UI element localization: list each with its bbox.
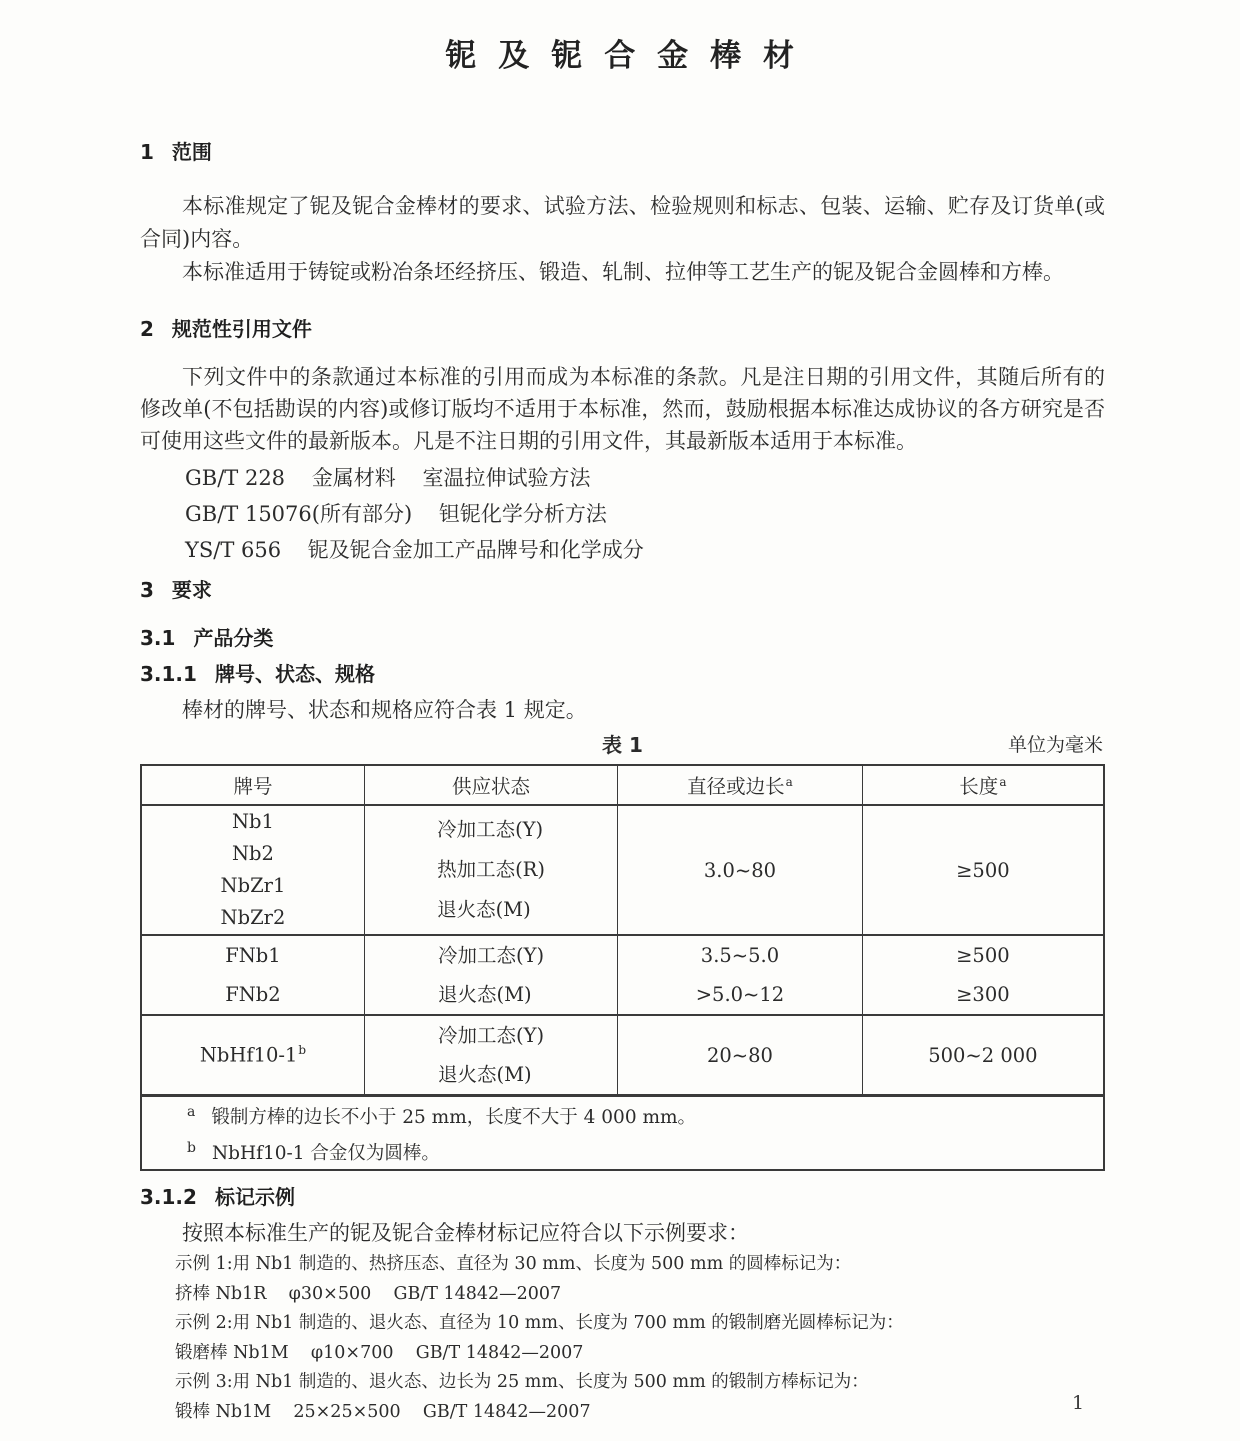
footnote-b-text: NbHf10-1 合金仅为圆棒。 (211, 1143, 440, 1165)
column-header-length (862, 765, 1104, 805)
example-3-description: 示例 3:用 Nb1 制造的、退火态、边长为 25 mm、长度为 500 mm 的锻制方棒标记为： (175, 1372, 869, 1393)
section-1-title: 范围 (171, 140, 212, 164)
section-3-title: 要求 (171, 578, 212, 602)
section-2-paragraph-1: 下列文件中的条款通过本标准的引用而成为本标准的条款。凡是注日期的引用文件，其随后所有的修改单(不包括勘误的内容)或修订版均不适用于本标准，然而，鼓励根据本标准达成协议的各方研究是否可使用这些文件的最新版本。凡是不注日期的引用文件，其最新版本适用于本标准。 (140, 365, 1105, 453)
document-title: 铌 及 铌 合 金 棒 材 (445, 38, 800, 74)
reference-gbt228: GB/T 228 金属材料 室温拉伸试验方法 (185, 466, 591, 490)
example-2-marking: 锻磨棒 Nb1M φ10×700 GB/T 14842—2007 (175, 1342, 584, 1363)
table-1 (140, 764, 1105, 1171)
section-1-paragraph-2: 本标准适用于铸锭或粉冶条坯经挤压、锻造、轧制、拉伸等工艺生产的铌及铌合金圆棒和方棒。 (182, 260, 1064, 284)
section-3-1-1-paragraph: 棒材的牌号、状态和规格应符合表 1 规定。 (182, 698, 587, 722)
table-footnotes-cell (141, 1096, 1104, 1171)
section-3-1-1-number: 3.1.1 (140, 662, 197, 686)
table-1-caption: 表 1 (602, 733, 643, 757)
section-2-heading (140, 315, 1105, 343)
footnote-b-marker: b (187, 1140, 196, 1157)
cell-grades (141, 1015, 364, 1096)
section-3-1-2-number: 3.1.2 (140, 1185, 197, 1210)
grade-label: NbHf10-1 (199, 1043, 298, 1067)
normative-references-list (140, 460, 1105, 568)
footnote-a-marker: a (187, 1104, 196, 1120)
footnote-ref-a: a (785, 774, 793, 789)
supply-states-block: 冷加工态(Y) 退火态(M) (437, 1024, 545, 1086)
column-header-grade: 牌号 (141, 765, 364, 805)
table-footnotes-row (141, 1096, 1104, 1171)
supply-states-block: 冷加工态(Y) 退火态(M) (437, 944, 545, 1006)
cell-diameter: 20~80 (618, 1015, 863, 1096)
cell-length: 500~2 000 (862, 1015, 1104, 1096)
footnote-b (187, 1133, 1103, 1169)
cell-grades: FNb1 FNb2 (141, 935, 364, 1015)
section-3-1-title: 产品分类 (193, 626, 274, 650)
example-3-marking: 锻棒 Nb1M 25×25×500 GB/T 14842—2007 (175, 1401, 591, 1422)
section-1-paragraph-1: 本标准规定了铌及铌合金棒材的要求、试验方法、检验规则和标志、包装、运输、贮存及订货单(或合同)内容。 (140, 194, 1105, 251)
table-1-unit-note: 单位为毫米 (1007, 734, 1103, 756)
section-3-1-1-title: 牌号、状态、规格 (214, 662, 375, 686)
example-1-description: 示例 1:用 Nb1 制造的、热挤压态、直径为 30 mm、长度为 500 mm 的圆棒标记为： (175, 1254, 852, 1275)
page-number: 1 (1072, 1392, 1085, 1414)
footnote-ref-a: a (999, 774, 1007, 789)
footnote-a-text: 锻制方棒的边长不小于 25 mm，长度不大于 4 000 mm。 (211, 1107, 697, 1129)
section-1-number: 1 (140, 140, 154, 164)
column-header-length-label: 长度 (959, 775, 999, 798)
cell-diameter: 3.5~5.0 >5.0~12 (618, 935, 863, 1015)
example-2-description: 示例 2:用 Nb1 制造的、退火态、直径为 10 mm、长度为 700 mm 的锻制磨光圆棒标记为： (175, 1313, 904, 1334)
column-header-supply-state: 供应状态 (364, 765, 617, 805)
table-1-header-row (141, 765, 1104, 805)
table-row (141, 805, 1104, 935)
section-3-1-2-title: 标记示例 (214, 1185, 295, 1210)
footnote-a (187, 1097, 1103, 1133)
cell-supply-states (364, 1015, 617, 1096)
cell-length: ≥500 (862, 805, 1104, 935)
section-3-number: 3 (140, 578, 154, 602)
section-1-heading (140, 138, 1105, 166)
section-2-title: 规范性引用文件 (171, 317, 312, 341)
cell-supply-states (364, 805, 617, 935)
column-header-diameter (618, 765, 863, 805)
section-2-number: 2 (140, 317, 154, 341)
cell-supply-states (364, 935, 617, 1015)
table-1-caption-row (140, 732, 1105, 759)
section-3-1-1-heading (140, 660, 1105, 688)
example-1-marking: 挤棒 Nb1R φ30×500 GB/T 14842—2007 (175, 1283, 562, 1304)
section-3-1-2-heading (140, 1183, 1105, 1211)
supply-states-block: 冷加工态(Y) 热加工态(R) 退火态(M) (437, 818, 545, 921)
table-row (141, 935, 1104, 1015)
section-3-1-number: 3.1 (140, 626, 176, 650)
reference-gbt15076: GB/T 15076(所有部分) 钽铌化学分析方法 (185, 502, 607, 526)
footnote-ref-b: b (298, 1043, 307, 1058)
cell-diameter: 3.0~80 (618, 805, 863, 935)
reference-yst656: YS/T 656 铌及铌合金加工产品牌号和化学成分 (185, 538, 644, 562)
section-3-heading (140, 576, 1105, 604)
section-3-1-2-intro: 按照本标准生产的铌及铌合金棒材标记应符合以下示例要求： (182, 1221, 749, 1246)
cell-grades: Nb1 Nb2 NbZr1 NbZr2 (141, 805, 364, 935)
section-3-1-heading (140, 624, 1105, 652)
column-header-diameter-label: 直径或边长 (687, 775, 785, 798)
cell-length: ≥500 ≥300 (862, 935, 1104, 1015)
table-row (141, 1015, 1104, 1096)
